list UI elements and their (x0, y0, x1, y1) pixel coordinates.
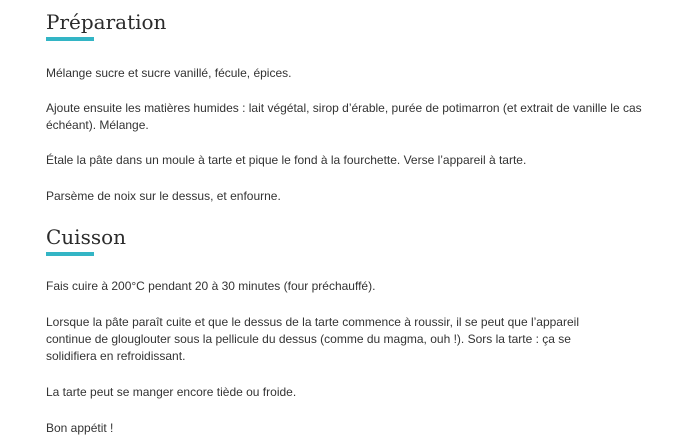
preparation-step: Étale la pâte dans un moule à tarte et pique le fond à la fourchette. Verse l’appareil à tarte. (46, 153, 527, 167)
section-cuisson (46, 225, 126, 256)
section-heading-cuisson: Cuisson (46, 225, 127, 249)
cuisson-step: La tarte peut se manger encore tiède ou froide. (46, 385, 297, 399)
preparation-step: Mélange sucre et sucre vanillé, fécule, épices. (46, 66, 292, 80)
cuisson-step: Lorsque la pâte paraît cuite et que le dessus de la tarte commence à roussir, il se peut que l’appareil continue de glouglouter sous la pellicule du dessus (comme du magma, ouh !). Sors la tarte : ça se solidifiera en refroidissant. (46, 315, 579, 363)
preparation-step: Parsème de noix sur le dessus, et enfourne. (46, 189, 281, 203)
heading-underline (46, 37, 94, 41)
preparation-step: Ajoute ensuite les matières humides : lait végétal, sirop d’érable, purée de potimarron (et extrait de vanille le cas échéant). Mélange. (46, 101, 642, 132)
heading-underline (46, 252, 94, 256)
cuisson-step: Fais cuire à 200°C pendant 20 à 30 minutes (four préchauffé). (46, 279, 376, 293)
closing-line: Bon appétit ! (46, 421, 114, 435)
section-preparation (46, 10, 166, 41)
section-heading-preparation: Préparation (46, 10, 167, 34)
